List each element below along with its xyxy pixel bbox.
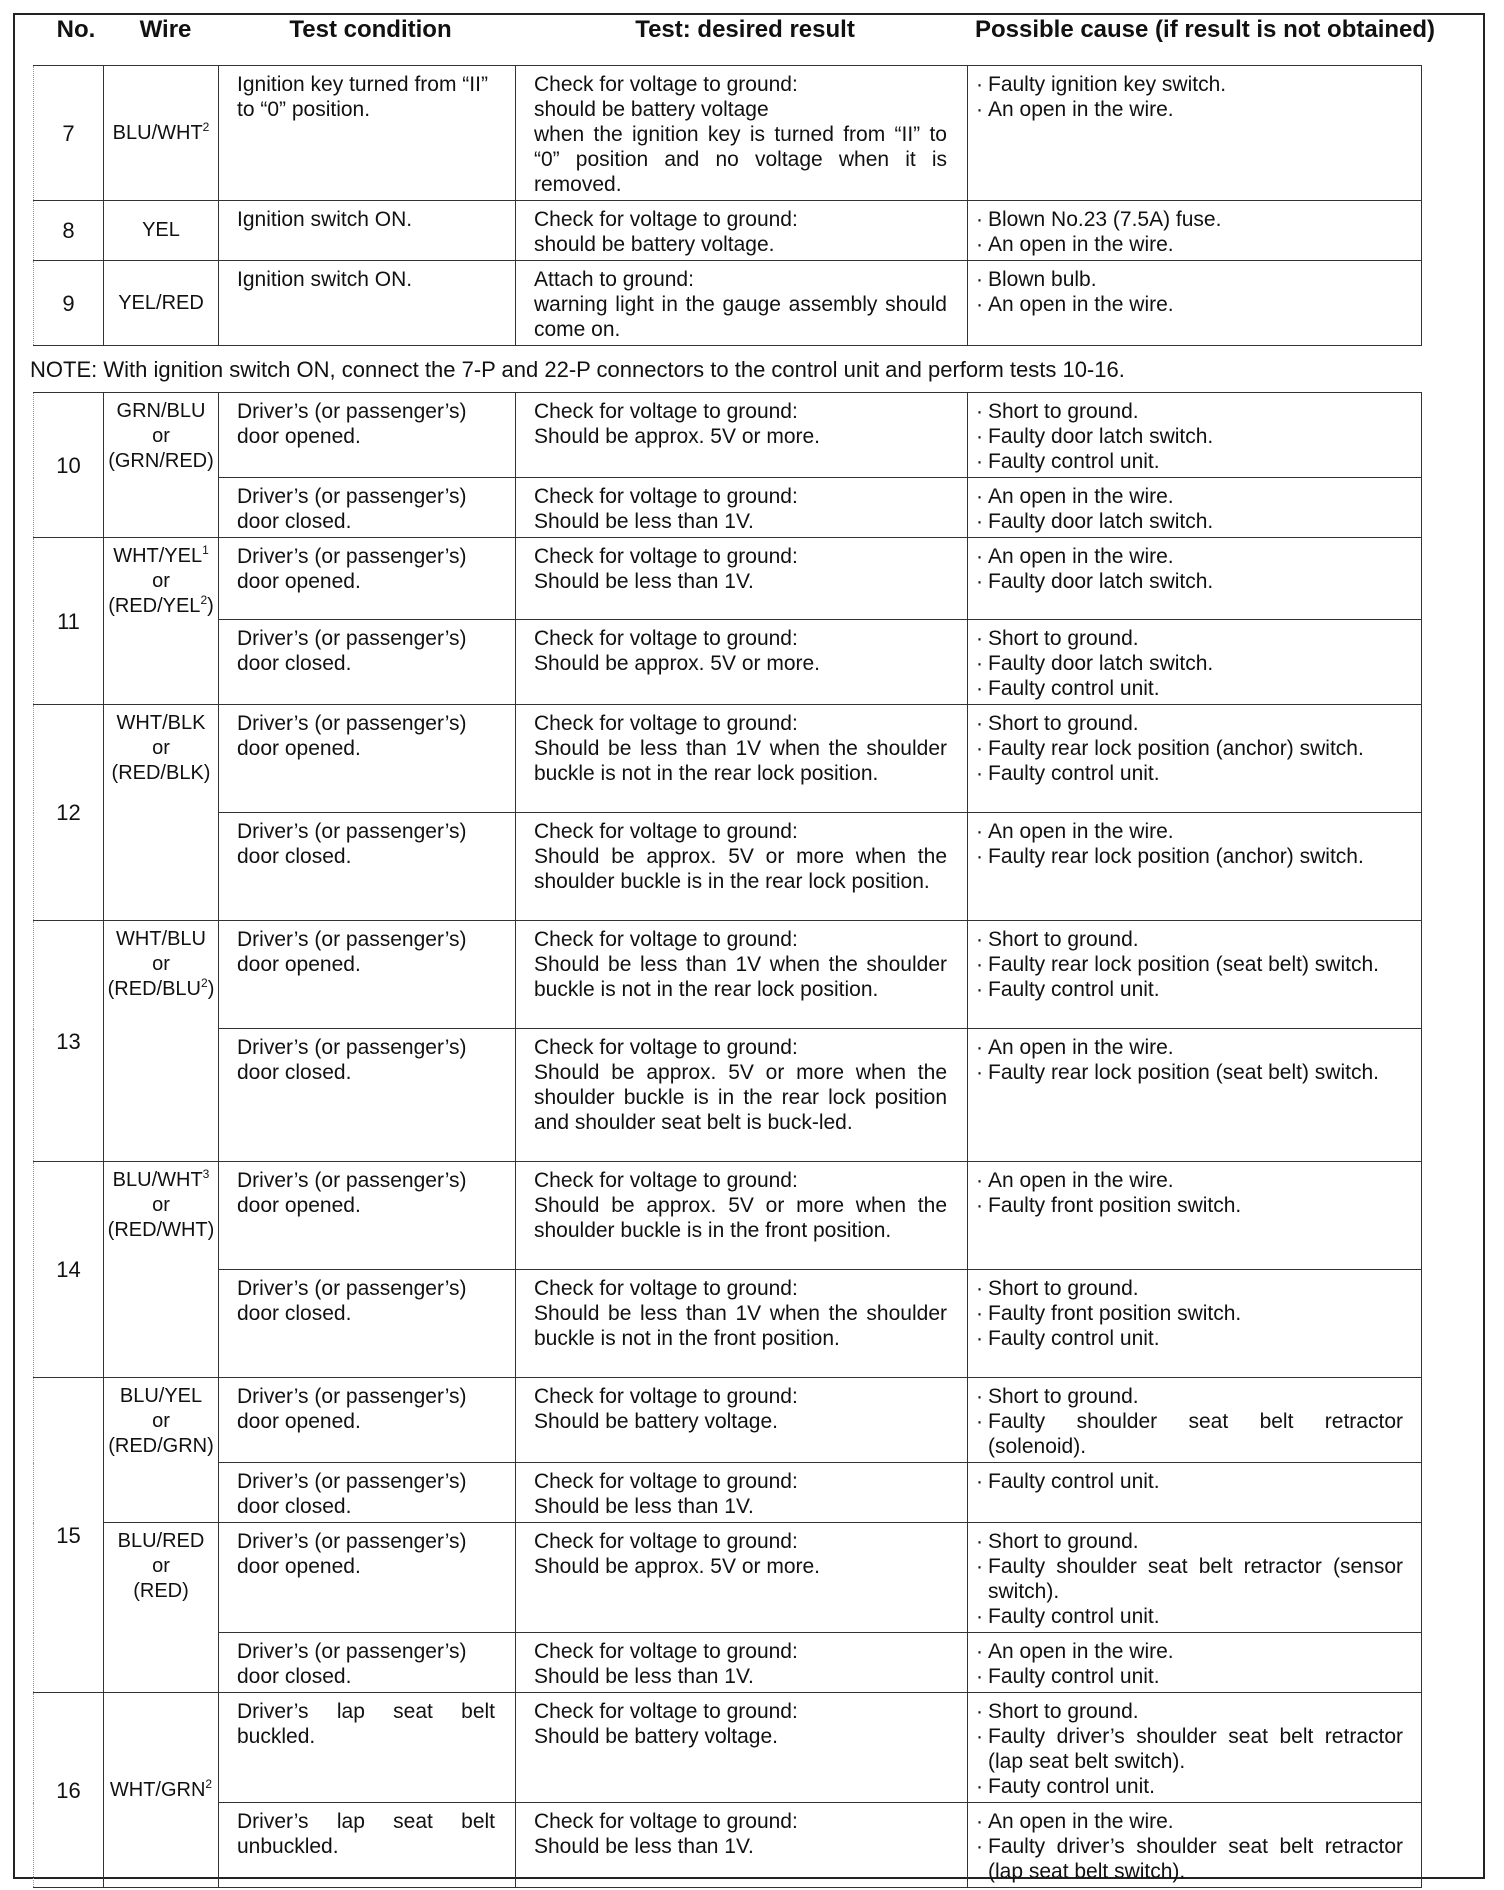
possible-cause: · Short to ground. · Faulty rear lock position (anchor) switch. · Faulty control unit.	[968, 705, 1422, 813]
possible-cause: · An open in the wire. · Faulty rear lock position (seat belt) switch.	[968, 1029, 1422, 1162]
header-result: Test: desired result	[635, 16, 855, 43]
wire-color: GRN/BLU or (GRN/RED)	[104, 393, 219, 538]
test-condition: Driver’s (or passenger’s) door closed.	[219, 620, 516, 705]
possible-cause: · An open in the wire. · Faulty door latch switch.	[968, 538, 1422, 620]
row-number: 11	[34, 538, 104, 705]
possible-cause: · Short to ground. · Faulty rear lock position (seat belt) switch. · Faulty control unit.	[968, 921, 1422, 1029]
desired-result: Check for voltage to ground: should be battery voltage when the ignition key is turned from “II” to “0” position and no voltage when it is removed.	[516, 66, 968, 201]
test-condition: Driver’s (or passenger’s) door opened.	[219, 1162, 516, 1270]
table-row	[34, 1162, 1422, 1270]
table-row	[34, 1463, 1422, 1523]
header-cause: Possible cause (if result is not obtained)	[974, 16, 1436, 43]
test-condition: Ignition key turned from “II” to “0” position.	[219, 66, 516, 201]
desired-result: Check for voltage to ground: should be battery voltage.	[516, 201, 968, 261]
row-number: 10	[34, 393, 104, 538]
header-condition: Test condition	[289, 16, 452, 43]
desired-result: Check for voltage to ground: Should be approx. 5V or more.	[516, 393, 968, 478]
wire-color: WHT/YEL$^1$ or (RED/YEL$^2$)	[104, 538, 219, 705]
table-row	[34, 620, 1422, 705]
possible-cause: · Faulty ignition key switch. · An open in the wire.	[968, 66, 1422, 201]
test-condition: Driver’s lap seat belt unbuckled.	[219, 1803, 516, 1888]
table-row	[34, 1270, 1422, 1378]
desired-result: Check for voltage to ground: Should be less than 1V.	[516, 1633, 968, 1693]
possible-cause: · Faulty control unit.	[968, 1463, 1422, 1523]
desired-result: Check for voltage to ground: Should be less than 1V.	[516, 538, 968, 620]
possible-cause: · Short to ground. · Faulty front position switch. · Faulty control unit.	[968, 1270, 1422, 1378]
header-no: No.	[56, 16, 96, 43]
possible-cause: · An open in the wire. · Faulty driver’s shoulder seat belt retractor (lap seat belt switch).	[968, 1803, 1422, 1888]
desired-result: Check for voltage to ground: Should be approx. 5V or more when the shoulder buckle is in the rear lock position.	[516, 813, 968, 921]
test-condition: Driver’s (or passenger’s) door opened.	[219, 1523, 516, 1633]
desired-result: Check for voltage to ground: Should be less than 1V when the shoulder buckle is not in the rear lock position.	[516, 921, 968, 1029]
wire-color: WHT/BLU or (RED/BLU$^2$)	[104, 921, 219, 1162]
possible-cause: · Blown bulb. · An open in the wire.	[968, 261, 1422, 346]
wire-color: YEL	[104, 201, 219, 261]
test-condition: Driver’s (or passenger’s) door closed.	[219, 1463, 516, 1523]
table-row	[34, 705, 1422, 813]
table-header	[0, 0, 1504, 60]
table-row	[34, 1803, 1422, 1888]
test-condition: Driver’s (or passenger’s) door opened.	[219, 1378, 516, 1463]
wire-color: BLU/YEL or (RED/GRN)	[104, 1378, 219, 1523]
table-row	[34, 66, 1422, 201]
row-number: 14	[34, 1162, 104, 1378]
test-condition: Ignition switch ON.	[219, 201, 516, 261]
row-number: 9	[34, 261, 104, 346]
possible-cause: · Blown No.23 (7.5A) fuse. · An open in the wire.	[968, 201, 1422, 261]
table-row	[34, 201, 1422, 261]
desired-result: Check for voltage to ground: Should be approx. 5V or more.	[516, 620, 968, 705]
note-text: NOTE: With ignition switch ON, connect the 7-P and 22-P connectors to the control unit and perform tests 10-16.	[30, 357, 1125, 382]
possible-cause: · Short to ground. · Faulty shoulder seat belt retractor (sensor switch). · Faulty control unit.	[968, 1523, 1422, 1633]
table-row	[34, 1693, 1422, 1803]
table-row	[34, 1378, 1422, 1463]
desired-result: Check for voltage to ground: Should be less than 1V.	[516, 1463, 968, 1523]
test-condition: Driver’s (or passenger’s) door opened.	[219, 393, 516, 478]
table-row	[34, 478, 1422, 538]
desired-result: Check for voltage to ground: Should be less than 1V.	[516, 1803, 968, 1888]
wire-color: BLU/WHT$^3$ or (RED/WHT)	[104, 1162, 219, 1378]
desired-result: Check for voltage to ground: Should be less than 1V.	[516, 478, 968, 538]
desired-result: Check for voltage to ground: Should be less than 1V when the shoulder buckle is not in the rear lock position.	[516, 705, 968, 813]
possible-cause: · An open in the wire. · Faulty control unit.	[968, 1633, 1422, 1693]
wire-color: WHT/BLK or (RED/BLK)	[104, 705, 219, 921]
possible-cause: · Short to ground. · Faulty door latch switch. · Faulty control unit.	[968, 620, 1422, 705]
possible-cause: · Short to ground. · Faulty shoulder seat belt retractor (solenoid).	[968, 1378, 1422, 1463]
table-row	[34, 261, 1422, 346]
table-row	[34, 393, 1422, 478]
desired-result: Check for voltage to ground: Should be approx. 5V or more.	[516, 1523, 968, 1633]
possible-cause: · An open in the wire. · Faulty door latch switch.	[968, 478, 1422, 538]
row-number: 7	[34, 66, 104, 201]
table-row	[34, 538, 1422, 620]
desired-result: Check for voltage to ground: Should be battery voltage.	[516, 1378, 968, 1463]
wire-color: BLU/WHT$^2$	[104, 66, 219, 201]
test-condition: Driver’s (or passenger’s) door closed.	[219, 1029, 516, 1162]
test-condition: Driver’s (or passenger’s) door closed.	[219, 478, 516, 538]
possible-cause: · An open in the wire. · Faulty front position switch.	[968, 1162, 1422, 1270]
wire-color: YEL/RED	[104, 261, 219, 346]
test-condition: Driver’s (or passenger’s) door opened.	[219, 705, 516, 813]
possible-cause: · Short to ground. · Faulty driver’s shoulder seat belt retractor (lap seat belt switch). · Fauty control unit.	[968, 1693, 1422, 1803]
test-condition: Driver’s (or passenger’s) door closed.	[219, 813, 516, 921]
row-number: 13	[34, 921, 104, 1162]
test-table-b	[33, 392, 1422, 1888]
desired-result: Check for voltage to ground: Should be approx. 5V or more when the shoulder buckle is in the front position.	[516, 1162, 968, 1270]
test-condition: Driver’s lap seat belt buckled.	[219, 1693, 516, 1803]
test-condition: Driver’s (or passenger’s) door opened.	[219, 538, 516, 620]
row-number: 15	[34, 1378, 104, 1693]
test-condition: Ignition switch ON.	[219, 261, 516, 346]
table-row	[34, 1633, 1422, 1693]
wire-color: WHT/GRN$^2$	[104, 1693, 219, 1888]
header-wire: Wire	[139, 16, 192, 43]
test-condition: Driver’s (or passenger’s) door closed.	[219, 1633, 516, 1693]
test-table-a	[33, 65, 1422, 346]
possible-cause: · Short to ground. · Faulty door latch switch. · Faulty control unit.	[968, 393, 1422, 478]
possible-cause: · An open in the wire. · Faulty rear lock position (anchor) switch.	[968, 813, 1422, 921]
desired-result: Check for voltage to ground: Should be battery voltage.	[516, 1693, 968, 1803]
desired-result: Check for voltage to ground: Should be less than 1V when the shoulder buckle is not in the front position.	[516, 1270, 968, 1378]
table-row	[34, 1523, 1422, 1633]
row-number: 8	[34, 201, 104, 261]
row-number: 16	[34, 1693, 104, 1888]
table-row	[34, 813, 1422, 921]
row-number: 12	[34, 705, 104, 921]
desired-result: Attach to ground: warning light in the gauge assembly should come on.	[516, 261, 968, 346]
test-condition: Driver’s (or passenger’s) door closed.	[219, 1270, 516, 1378]
wire-color: BLU/RED or (RED)	[104, 1523, 219, 1693]
table-row	[34, 921, 1422, 1029]
desired-result: Check for voltage to ground: Should be approx. 5V or more when the shoulder buckle is in the rear lock position and shoulder seat belt is buck-led.	[516, 1029, 968, 1162]
test-condition: Driver’s (or passenger’s) door opened.	[219, 921, 516, 1029]
table-row	[34, 1029, 1422, 1162]
